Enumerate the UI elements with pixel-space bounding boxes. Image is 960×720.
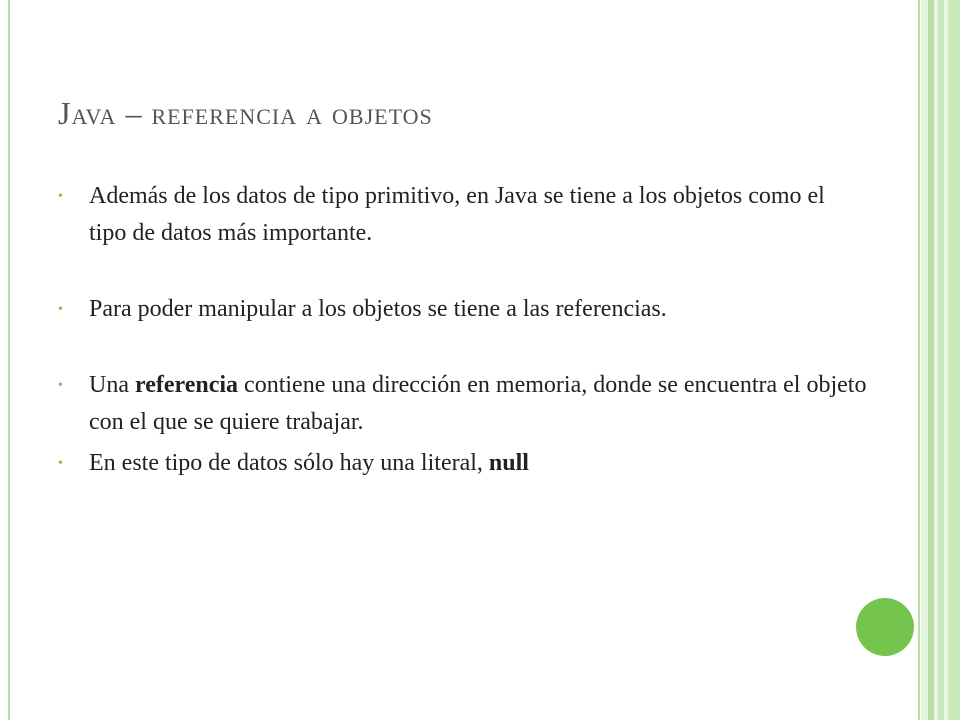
green-circle-decoration	[856, 598, 914, 656]
bullet-marker: •	[58, 302, 63, 317]
bullet-marker: •	[58, 378, 63, 393]
bullet-text-bold: null	[488, 450, 529, 476]
bullet-item	[58, 367, 868, 441]
left-frame-line	[8, 0, 10, 720]
bullet-item	[58, 445, 868, 482]
bullet-item	[58, 178, 868, 252]
bullet-marker: •	[58, 189, 63, 204]
bullet-list	[58, 178, 868, 482]
bullet-text: Para poder manipular a los objetos se tiene a las referencias.	[89, 296, 667, 322]
bullet-text-bold: referencia	[134, 372, 239, 398]
right-stripe	[921, 0, 928, 720]
bullet-text-before: Una	[89, 372, 135, 398]
bullet-text: Además de los datos de tipo primitivo, en Java se tiene a los objetos como el tipo de datos más importante.	[89, 183, 825, 246]
right-stripe	[918, 0, 920, 720]
slide-title: Java – referencia a objetos	[58, 95, 433, 131]
bullet-text-before: En este tipo de datos sólo hay una literal,	[89, 450, 489, 476]
bullet-item	[58, 291, 868, 328]
bullet-marker: •	[58, 456, 63, 471]
right-stripe	[944, 0, 948, 720]
bullet-text-after: contiene una dirección en memoria, donde se encuentra el objeto con el que se quiere trabajar.	[89, 372, 867, 435]
right-stripe	[938, 0, 960, 720]
